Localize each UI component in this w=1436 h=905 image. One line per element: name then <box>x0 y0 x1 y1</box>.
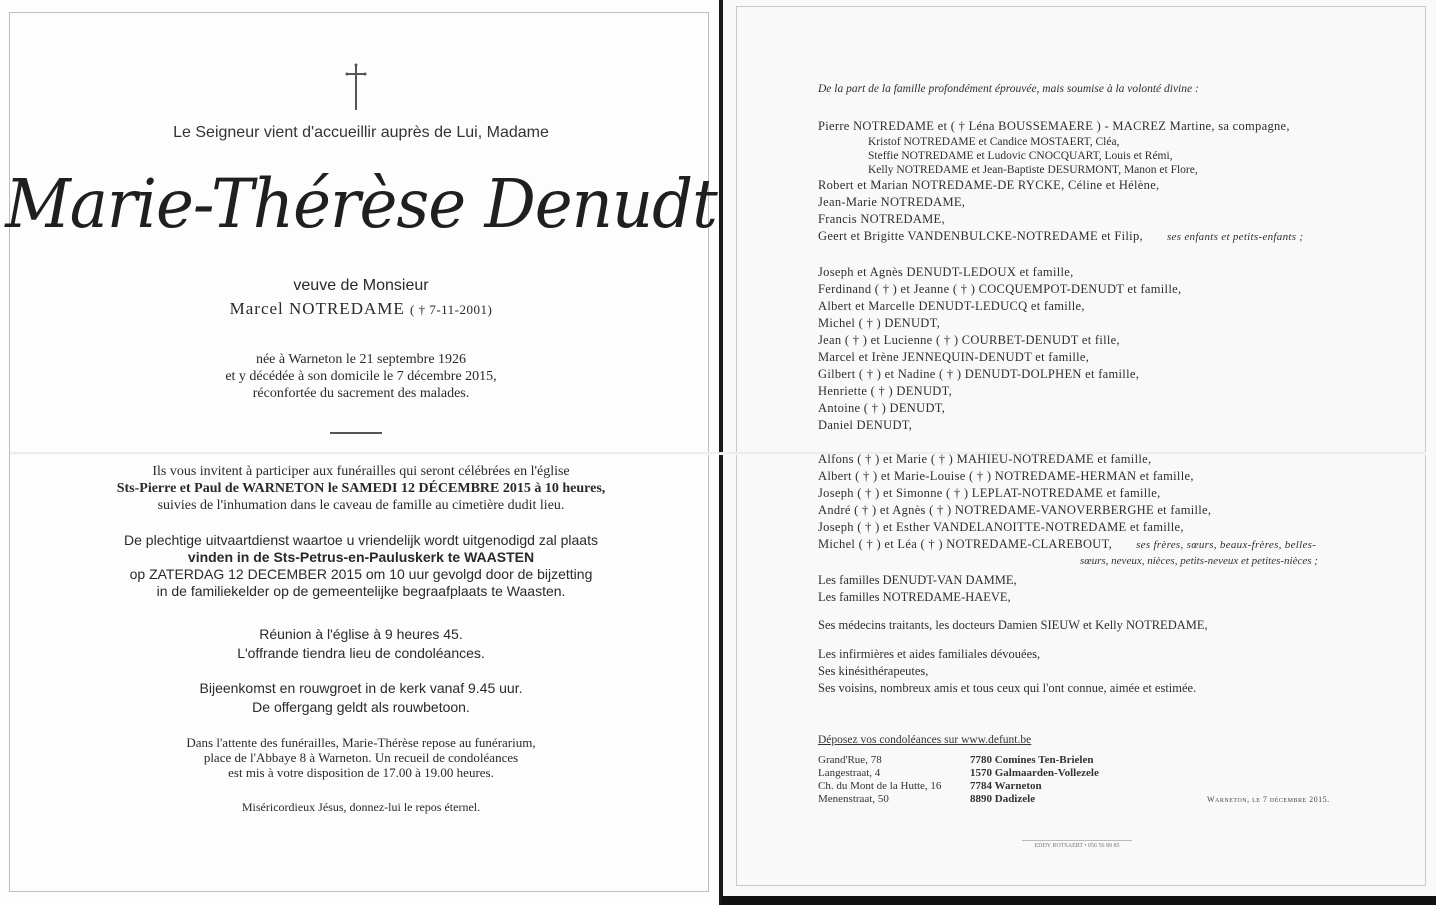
divider <box>330 432 382 434</box>
husband-name: Marcel NOTREDAME <box>229 299 405 318</box>
address-line: 7780 Comines Ten-Brielen <box>970 754 1094 766</box>
offering-line: L'offrande tiendra lieu de condoléances. <box>237 645 485 661</box>
address-line: Langestraat, 4 <box>818 767 881 779</box>
intro-text: Le Seigneur vient d'accueillir auprès de Lui, Madame <box>173 124 549 141</box>
family-line: Alfons ( † ) et Marie ( † ) MAHIEU-NOTREDAME et famille, <box>818 452 1152 466</box>
family-line: Michel ( † ) DENUDT, <box>818 316 941 330</box>
doctors-text: Ses médecins traitants, les docteurs Damien SIEUW et Kelly NOTREDAME, <box>818 618 1208 632</box>
birth-death-text <box>0 351 722 402</box>
family-line: Henriette ( † ) DENUDT, <box>818 384 953 398</box>
closing-prayer: Miséricordieux Jésus, donnez-lui le repos éternel. <box>241 800 481 814</box>
birth-line: née à Warneton le 21 septembre 1926 <box>255 352 467 367</box>
funeral-nl-line: De plechtige uitvaartdienst waartoe u vriendelijk wordt uitgenodigd zal plaats <box>124 532 598 548</box>
family-line-text: Michel ( † ) et Léa ( † ) NOTREDAME-CLAREBOUT, <box>818 537 1113 551</box>
staff-line: Ses voisins, nombreux amis et tous ceux qui l'ont connue, aimée et estimée. <box>818 681 1197 695</box>
family-line: Daniel DENUDT, <box>818 418 913 432</box>
dateline: Warneton, le 7 décembre 2015. <box>1207 795 1330 804</box>
family-line: Joseph et Agnès DENUDT-LEDOUX et famille, <box>818 265 1074 279</box>
family-line: Jean ( † ) et Lucienne ( † ) COURBET-DENUDT et fille, <box>818 333 1120 347</box>
address-line: Menenstraat, 50 <box>818 793 889 805</box>
family-line <box>818 228 1378 245</box>
doctors-line <box>818 617 1378 634</box>
printer-credit: EDDY ROTSAERT • 056 56 89 85 <box>1022 840 1132 849</box>
funeral-nl-line: in de familiekelder op de gemeentelijke begraafplaats te Waasten. <box>156 583 566 599</box>
family-line: Francis NOTREDAME, <box>818 212 945 226</box>
siblings-denudt-block <box>818 264 1378 434</box>
family-line: Ferdinand ( † ) et Jeanne ( † ) COCQUEMPOT-DENUDT et famille, <box>818 282 1182 296</box>
scan-edge <box>722 896 1436 905</box>
funeral-nl-line: vinden in de Sts-Petrus-en-Pauluskerk te WAASTEN <box>187 549 535 565</box>
family-intro: De la part de la famille profondément éprouvée, mais soumise à la volonté divine : <box>818 83 1199 95</box>
reunion-text <box>0 625 722 663</box>
siblings-notredame-block <box>818 451 1378 553</box>
family-line: Les familles DENUDT-VAN DAMME, <box>818 573 1017 587</box>
children-tag: ses enfants et petits-enfants ; <box>1166 231 1304 243</box>
siblings-tag: ses frères, sœurs, beaux-frères, belles- <box>1136 539 1317 551</box>
address-streets <box>818 754 941 806</box>
funerarium-line: place de l'Abbaye 8 à Warneton. Un recueil de condoléances <box>203 750 519 765</box>
funeral-fr-line: Sts-Pierre et Paul de WARNETON le SAMEDI 12 DÉCEMBRE 2015 à 10 heures, <box>116 481 606 496</box>
families-block <box>818 572 1378 606</box>
cross-icon <box>344 62 368 112</box>
funerarium-line: Dans l'attente des funérailles, Marie-Thérèse repose au funérarium, <box>186 735 536 750</box>
address-line: 1570 Galmaarden-Vollezele <box>970 767 1099 779</box>
funeral-fr-line: suivies de l'inhumation dans le caveau de famille au cimetière dudit lieu. <box>157 498 565 513</box>
family-line <box>818 536 1378 553</box>
address-line: 7784 Warneton <box>970 780 1042 792</box>
staff-line: Les infirmières et aides familiales dévouées, <box>818 647 1041 661</box>
staff-block <box>818 646 1378 697</box>
family-line: Marcel et Irène JENNEQUIN-DENUDT et famille, <box>818 350 1090 364</box>
family-line: Albert et Marcelle DENUDT-LEDUCQ et famille, <box>818 299 1085 313</box>
family-line: Jean-Marie NOTREDAME, <box>818 195 966 209</box>
address-line: 8890 Dadizele <box>970 793 1036 805</box>
siblings-tag-continued: sœurs, neveux, nièces, petits-neveux et petites-nièces ; <box>1080 555 1318 567</box>
funeral-french <box>0 463 722 514</box>
funeral-nl-line: op ZATERDAG 12 DECEMBER 2015 om 10 uur gevolgd door de bijzetting <box>129 566 593 582</box>
family-line-text: Geert et Brigitte VANDENBULCKE-NOTREDAME et Filip, <box>818 229 1143 243</box>
funerarium-line: est mis à votre disposition de 17.00 à 19.00 heures. <box>228 765 494 780</box>
deceased-name: Marie-Thérèse Denudt <box>5 166 717 244</box>
family-line: Joseph ( † ) et Simonne ( † ) LEPLAT-NOTREDAME et famille, <box>818 486 1161 500</box>
reunion-line: Réunion à l'église à 9 heures 45. <box>259 626 463 642</box>
family-line: Kelly NOTREDAME et Jean-Baptiste DESURMONT, Manon et Flore, <box>868 164 1198 176</box>
family-line: Steffie NOTREDAME et Ludovic CNOCQUART, Louis et Rémi, <box>868 150 1173 162</box>
husband-line <box>0 299 722 319</box>
condolences-link[interactable]: Déposez vos condoléances sur www.defunt.be <box>818 734 1032 746</box>
husband-date: ( † 7-11-2001) <box>410 302 493 317</box>
family-line: Kristof NOTREDAME et Candice MOSTAERT, Cléa, <box>868 136 1120 148</box>
family-line: André ( † ) et Agnès ( † ) NOTREDAME-VANOVERBERGHE et famille, <box>818 503 1212 517</box>
family-line: Les familles NOTREDAME-HAEVE, <box>818 590 1011 604</box>
bijeenkomst-line: Bijeenkomst en rouwgroet in de kerk vanaf 9.45 uur. <box>199 680 523 696</box>
widow-text: veuve de Monsieur <box>293 277 429 294</box>
address-line: Grand'Rue, 78 <box>818 754 882 766</box>
address-line: Ch. du Mont de la Hutte, 16 <box>818 780 942 792</box>
family-line: Joseph ( † ) et Esther VANDELANOITTE-NOTREDAME et famille, <box>818 520 1184 534</box>
family-line: Pierre NOTREDAME et ( † Léna BOUSSEMAERE ) - MACREZ Martine, sa compagne, <box>818 119 1290 133</box>
family-line: Gilbert ( † ) et Nadine ( † ) DENUDT-DOLPHEN et famille, <box>818 367 1140 381</box>
children-block <box>818 118 1378 245</box>
family-line: Antoine ( † ) DENUDT, <box>818 401 946 415</box>
offergang-line: De offergang geldt als rouwbetoon. <box>252 699 470 715</box>
family-line: Albert ( † ) et Marie-Louise ( † ) NOTREDAME-HERMAN et famille, <box>818 469 1194 483</box>
funeral-dutch <box>0 532 722 600</box>
staff-line: Ses kinésithérapeutes, <box>818 664 929 678</box>
family-line: Robert et Marian NOTREDAME-DE RYCKE, Céline et Hélène, <box>818 178 1160 192</box>
death-line: et y décédée à son domicile le 7 décembre 2015, <box>225 369 497 384</box>
funeral-fr-line: Ils vous invitent à participer aux funérailles qui seront célébrées en l'église <box>152 464 570 479</box>
funerarium-text <box>0 735 722 780</box>
bijeenkomst-text <box>0 679 722 717</box>
address-cities <box>970 754 1099 806</box>
sacrament-line: réconfortée du sacrement des malades. <box>252 386 470 401</box>
